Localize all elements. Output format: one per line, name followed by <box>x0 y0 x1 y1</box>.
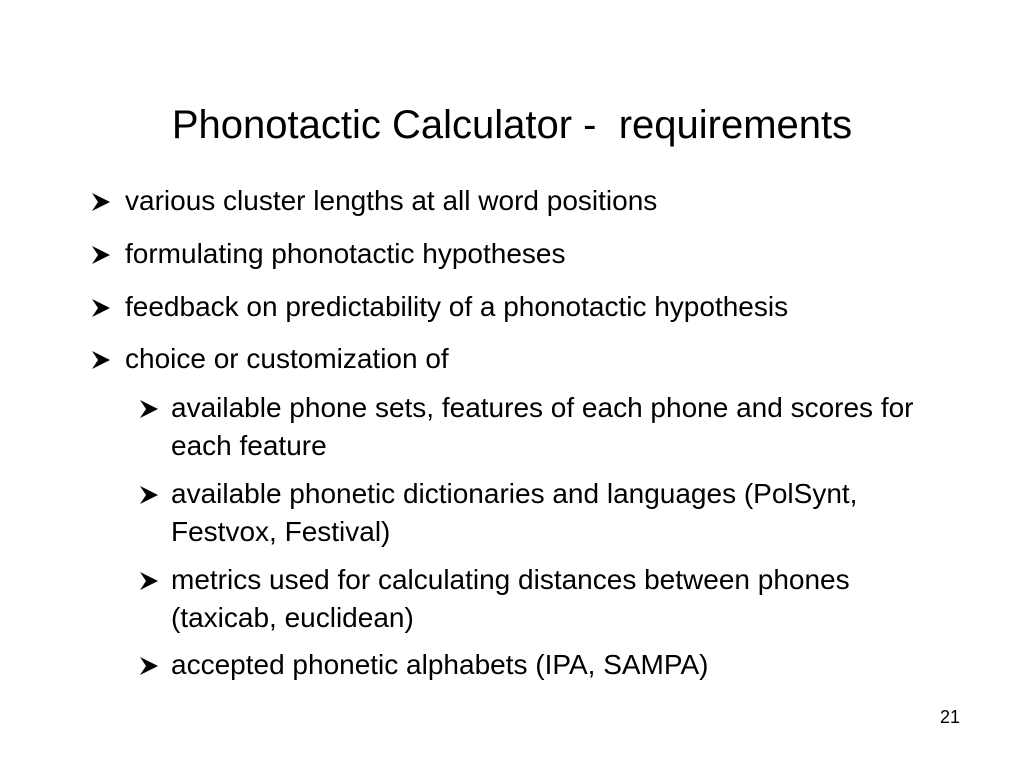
page-number: 21 <box>939 707 960 727</box>
bullet-text: various cluster lengths at all word positions <box>125 185 658 216</box>
bullet-text: available phone sets, features of each phone and scores for each feature <box>171 392 914 461</box>
arrowhead-bullet-icon <box>138 485 160 505</box>
bullet-item <box>90 288 970 326</box>
bullet-item <box>138 475 958 551</box>
bullet-item <box>138 646 958 684</box>
bullet-item <box>90 182 970 220</box>
bullet-item <box>90 340 970 378</box>
arrowhead-bullet-icon <box>90 245 112 265</box>
bullet-item <box>138 561 958 637</box>
bullet-text: formulating phonotactic hypotheses <box>125 238 566 269</box>
arrowhead-bullet-icon <box>90 350 112 370</box>
arrowhead-bullet-icon <box>138 571 160 591</box>
bullet-text: feedback on predictability of a phonotactic hypothesis <box>125 291 789 322</box>
bullet-text: choice or customization of <box>125 343 449 374</box>
bullet-text: available phonetic dictionaries and languages (PolSynt, Festvox, Festival) <box>171 478 858 547</box>
bullet-text: metrics used for calculating distances between phones (taxicab, euclidean) <box>171 564 850 633</box>
arrowhead-bullet-icon <box>138 399 160 419</box>
arrowhead-bullet-icon <box>90 192 112 212</box>
arrowhead-bullet-icon <box>90 298 112 318</box>
slide-title: Phonotactic Calculator - requirements <box>171 102 853 147</box>
bullet-text: accepted phonetic alphabets (IPA, SAMPA) <box>171 649 709 680</box>
arrowhead-bullet-icon <box>138 656 160 676</box>
bullet-item <box>90 235 970 273</box>
bullet-item <box>138 389 958 465</box>
